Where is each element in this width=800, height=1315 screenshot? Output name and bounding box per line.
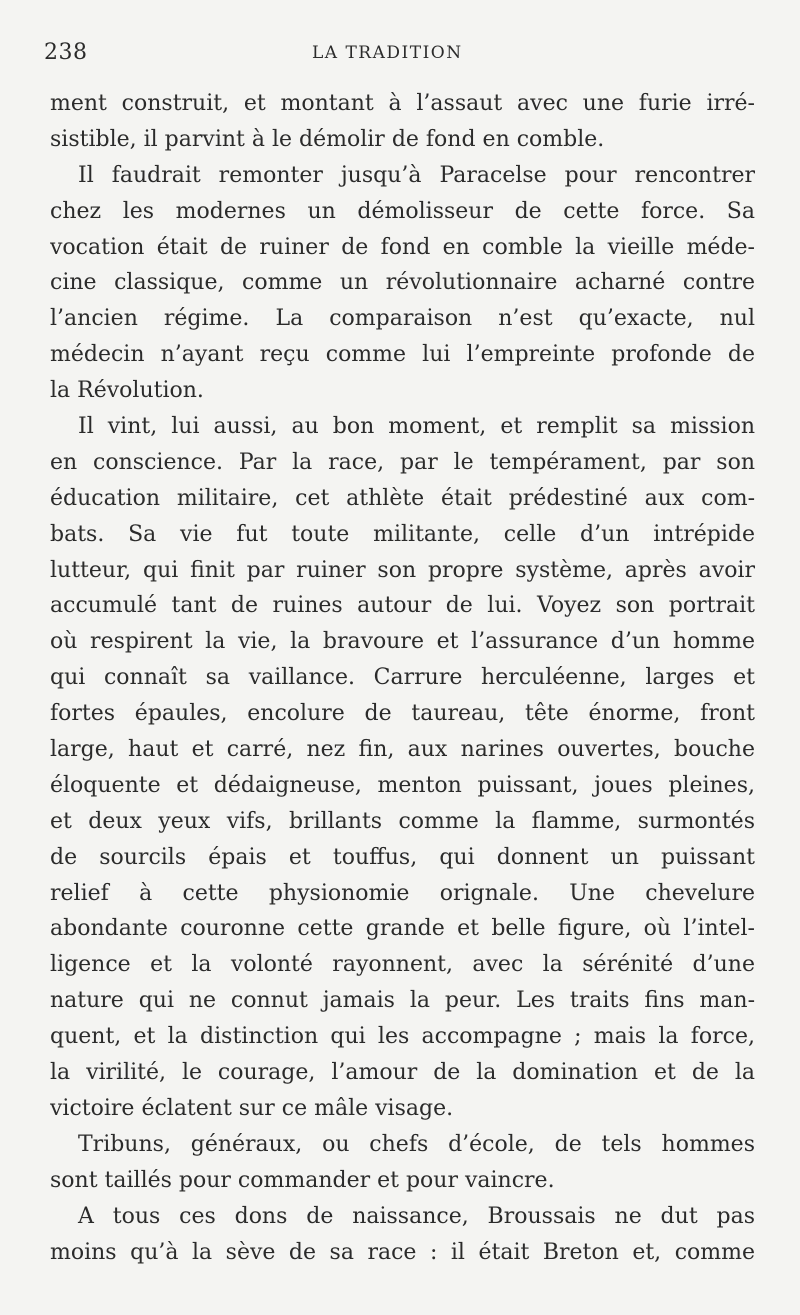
text-line: Il vint, lui aussi, au bon moment, et remplit sa mission <box>78 414 755 440</box>
page-header <box>44 40 744 74</box>
text-line: cine classique, comme un révolutionnaire acharné contre <box>50 270 755 296</box>
page-number: 238 <box>44 40 88 65</box>
text-line: abondante couronne cette grande et belle figure, où l’intel- <box>50 916 755 942</box>
text-line: où respirent la vie, la bravoure et l’assurance d’un homme <box>50 629 755 655</box>
text-line: bats. Sa vie fut toute militante, celle d’un intrépide <box>50 521 755 547</box>
text-line: la virilité, le courage, l’amour de la domination et de la <box>50 1060 755 1086</box>
text-line: Tribuns, généraux, ou chefs d’école, de tels hommes <box>78 1131 755 1157</box>
text-line: Il faudrait remonter jusqu’à Paracelse pour rencontrer <box>78 162 755 188</box>
body-text <box>50 86 755 1270</box>
text-line: accumulé tant de ruines autour de lui. Voyez son portrait <box>50 593 755 619</box>
running-title: LA TRADITION <box>312 43 463 63</box>
text-line: large, haut et carré, nez fin, aux narines ouvertes, bouche <box>50 737 755 763</box>
text-line: de sourcils épais et touffus, qui donnent un puissant <box>50 844 755 870</box>
text-line: sistible, il parvint à le démolir de fond en comble. <box>50 126 605 152</box>
text-line: chez les modernes un démolisseur de cette force. Sa <box>50 198 755 224</box>
text-line: ment construit, et montant à l’assaut avec une furie irré- <box>50 91 755 116</box>
text-line: vocation était de ruiner de fond en comble la vieille méde- <box>50 234 755 260</box>
text-line: et deux yeux vifs, brillants comme la flamme, surmontés <box>50 808 755 834</box>
text-line: médecin n’ayant reçu comme lui l’empreinte profonde de <box>50 342 755 368</box>
text-line: éducation militaire, cet athlète était prédestiné aux com- <box>50 485 755 511</box>
text-line: éloquente et dédaigneuse, menton puissant, joues pleines, <box>50 772 755 798</box>
text-line: A tous ces dons de naissance, Broussais ne dut pas <box>78 1203 755 1229</box>
text-line: nature qui ne connut jamais la peur. Les traits fins man- <box>50 988 755 1014</box>
text-line: l’ancien régime. La comparaison n’est qu’exacte, nul <box>50 306 755 332</box>
text-line: relief à cette physionomie orignale. Une chevelure <box>50 880 755 906</box>
text-line: moins qu’à la sève de sa race : il était Breton et, comme <box>50 1239 755 1265</box>
text-line: victoire éclatent sur ce mâle visage. <box>50 1095 454 1121</box>
text-line: sont taillés pour commander et pour vaincre. <box>50 1167 555 1193</box>
text-line: la Révolution. <box>50 378 204 404</box>
text-line: fortes épaules, encolure de taureau, tête énorme, front <box>50 701 755 727</box>
text-line: qui connaît sa vaillance. Carrure herculéenne, larges et <box>50 665 755 691</box>
text-line: quent, et la distinction qui les accompagne ; mais la force, <box>50 1024 755 1050</box>
text-line: en conscience. Par la race, par le tempérament, par son <box>50 449 755 475</box>
text-line: ligence et la volonté rayonnent, avec la sérénité d’une <box>50 952 755 978</box>
text-line: lutteur, qui finit par ruiner son propre système, après avoir <box>50 557 755 583</box>
